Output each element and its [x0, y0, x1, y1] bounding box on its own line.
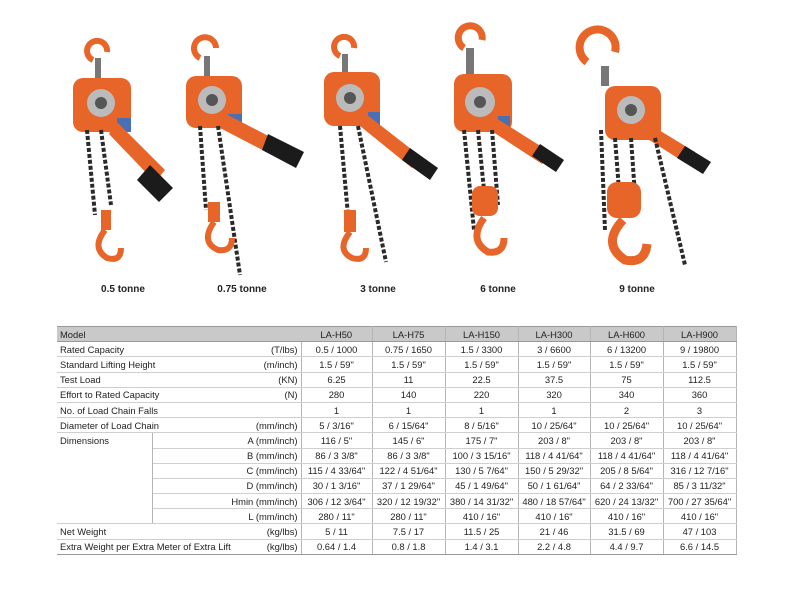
- row-unit: (N): [152, 387, 301, 402]
- row-value: 47 / 103: [663, 524, 736, 539]
- table-row: [57, 539, 736, 554]
- row-value: 1.5 / 59": [663, 357, 736, 372]
- row-value: 112.5: [663, 372, 736, 387]
- row-label: Net Weight: [57, 524, 152, 539]
- row-unit: C (mm/inch): [152, 463, 301, 478]
- row-value: 6 / 15/64": [372, 418, 445, 433]
- row-unit: Hmin (mm/inch): [152, 494, 301, 509]
- row-value: 203 / 8": [663, 433, 736, 448]
- row-unit: L (mm/inch): [152, 509, 301, 524]
- row-value: 0.5 / 1000: [301, 342, 372, 357]
- table-row: [57, 448, 736, 463]
- row-value: 175 / 7": [445, 433, 518, 448]
- table-row: [57, 372, 736, 387]
- row-value: 7.5 / 17: [372, 524, 445, 539]
- row-value: 0.75 / 1650: [372, 342, 445, 357]
- row-value: 1.5 / 59": [445, 357, 518, 372]
- header-model: LA-H50: [301, 327, 372, 342]
- row-unit: B (mm/inch): [152, 448, 301, 463]
- row-value: 0.8 / 1.8: [372, 539, 445, 554]
- row-label: No. of Load Chain Falls: [57, 402, 152, 417]
- row-value: 85 / 3 11/32": [663, 478, 736, 493]
- row-value: 280 / 11": [372, 509, 445, 524]
- lever-hoist-6t-image: [440, 30, 580, 280]
- row-value: 1.4 / 3.1: [445, 539, 518, 554]
- table-row: [57, 524, 736, 539]
- row-value: 1: [518, 402, 590, 417]
- row-label: Standard Lifting Height: [57, 357, 152, 372]
- row-value: 11: [372, 372, 445, 387]
- header-label: Model: [57, 327, 301, 342]
- table-row: [57, 357, 736, 372]
- product-caption: 6 tonne: [480, 284, 516, 295]
- product-caption: 0.75 tonne: [217, 284, 267, 295]
- row-value: 1.5 / 59": [590, 357, 663, 372]
- row-value: 100 / 3 15/16": [445, 448, 518, 463]
- row-value: 3 / 6600: [518, 342, 590, 357]
- row-value: 4.4 / 9.7: [590, 539, 663, 554]
- row-value: 118 / 4 41/64": [518, 448, 590, 463]
- row-value: 1.5 / 59": [372, 357, 445, 372]
- lever-hoist-0.5t-image: [55, 30, 195, 280]
- lever-hoist-9t-image: [575, 30, 715, 280]
- row-value: 50 / 1 61/64": [518, 478, 590, 493]
- table-row: [57, 478, 736, 493]
- row-value: 700 / 27 35/64": [663, 494, 736, 509]
- row-value: 37.5: [518, 372, 590, 387]
- product-caption: 3 tonne: [360, 284, 396, 295]
- row-value: 37 / 1 29/64": [372, 478, 445, 493]
- row-value: 6.25: [301, 372, 372, 387]
- product-caption: 0.5 tonne: [101, 284, 145, 295]
- row-value: 280 / 11": [301, 509, 372, 524]
- row-value: 410 / 16": [445, 509, 518, 524]
- row-value: 0.64 / 1.4: [301, 539, 372, 554]
- row-unit: (m/inch): [152, 357, 301, 372]
- row-value: 11.5 / 25: [445, 524, 518, 539]
- row-value: 203 / 8": [518, 433, 590, 448]
- row-value: 220: [445, 387, 518, 402]
- dimensions-label: Dimensions: [57, 433, 152, 524]
- row-value: 10 / 25/64": [590, 418, 663, 433]
- row-value: 410 / 16": [590, 509, 663, 524]
- table-row: [57, 387, 736, 402]
- row-value: 64 / 2 33/64": [590, 478, 663, 493]
- row-value: 280: [301, 387, 372, 402]
- row-value: 116 / 5": [301, 433, 372, 448]
- row-value: 118 / 4 41/64": [663, 448, 736, 463]
- row-value: 3: [663, 402, 736, 417]
- row-value: 75: [590, 372, 663, 387]
- row-value: 6.6 / 14.5: [663, 539, 736, 554]
- header-model: LA-H300: [518, 327, 590, 342]
- table-row: [57, 433, 736, 448]
- row-value: 5 / 3/16": [301, 418, 372, 433]
- row-value: 340: [590, 387, 663, 402]
- row-value: 410 / 16": [663, 509, 736, 524]
- header-model: LA-H150: [445, 327, 518, 342]
- table-row: [57, 509, 736, 524]
- row-value: 45 / 1 49/64": [445, 478, 518, 493]
- row-value: 320: [518, 387, 590, 402]
- row-value: 21 / 46: [518, 524, 590, 539]
- row-value: 1.5 / 59": [301, 357, 372, 372]
- row-value: 320 / 12 19/32": [372, 494, 445, 509]
- header-model: LA-H75: [372, 327, 445, 342]
- row-unit: A (mm/inch): [152, 433, 301, 448]
- row-value: 5 / 11: [301, 524, 372, 539]
- row-value: 31.5 / 69: [590, 524, 663, 539]
- row-value: 203 / 8": [590, 433, 663, 448]
- header-model: LA-H600: [590, 327, 663, 342]
- row-value: 122 / 4 51/64": [372, 463, 445, 478]
- row-value: 2.2 / 4.8: [518, 539, 590, 554]
- row-unit: (kg/lbs): [152, 539, 301, 554]
- row-unit: (mm/inch): [152, 418, 301, 433]
- row-unit: (kg/lbs): [152, 524, 301, 539]
- specification-table: [57, 326, 737, 555]
- row-label: Rated Capacity: [57, 342, 152, 357]
- row-value: 1: [301, 402, 372, 417]
- row-value: 360: [663, 387, 736, 402]
- row-value: 380 / 14 31/32": [445, 494, 518, 509]
- row-value: 6 / 13200: [590, 342, 663, 357]
- row-value: 8 / 5/16": [445, 418, 518, 433]
- row-value: 1: [445, 402, 518, 417]
- row-value: 480 / 18 57/64": [518, 494, 590, 509]
- row-value: 2: [590, 402, 663, 417]
- row-value: 140: [372, 387, 445, 402]
- row-value: 10 / 25/64": [663, 418, 736, 433]
- row-value: 1.5 / 59": [518, 357, 590, 372]
- row-label: Extra Weight per Extra Meter of Extra Lift: [57, 539, 152, 554]
- row-value: 86 / 3 3/8": [301, 448, 372, 463]
- row-value: 10 / 25/64": [518, 418, 590, 433]
- row-value: 9 / 19800: [663, 342, 736, 357]
- row-value: 150 / 5 29/32": [518, 463, 590, 478]
- table-row: [57, 463, 736, 478]
- row-value: 115 / 4 33/64": [301, 463, 372, 478]
- row-unit: [152, 402, 301, 417]
- row-value: 316 / 12 7/16": [663, 463, 736, 478]
- row-value: 145 / 6": [372, 433, 445, 448]
- row-value: 130 / 5 7/64": [445, 463, 518, 478]
- row-value: 86 / 3 3/8": [372, 448, 445, 463]
- specification-table-body: [57, 327, 736, 555]
- table-row: [57, 494, 736, 509]
- row-value: 30 / 1 3/16": [301, 478, 372, 493]
- lever-hoist-3t-image: [310, 30, 450, 280]
- row-value: 205 / 8 5/64": [590, 463, 663, 478]
- row-value: 22.5: [445, 372, 518, 387]
- row-value: 410 / 16": [518, 509, 590, 524]
- row-unit: (KN): [152, 372, 301, 387]
- table-row: [57, 342, 736, 357]
- row-label: Diameter of Load Chain: [57, 418, 152, 433]
- lever-hoist-0.75t-image: [180, 30, 320, 280]
- row-unit: (T/lbs): [152, 342, 301, 357]
- row-value: 118 / 4 41/64": [590, 448, 663, 463]
- row-value: 1.5 / 3300: [445, 342, 518, 357]
- row-label: Test Load: [57, 372, 152, 387]
- row-label: Effort to Rated Capacity: [57, 387, 152, 402]
- row-value: 620 / 24 13/32": [590, 494, 663, 509]
- product-caption: 9 tonne: [619, 284, 655, 295]
- table-header-row: [57, 327, 736, 342]
- row-value: 306 / 12 3/64": [301, 494, 372, 509]
- table-row: [57, 402, 736, 417]
- table-row: [57, 418, 736, 433]
- row-value: 1: [372, 402, 445, 417]
- header-model: LA-H900: [663, 327, 736, 342]
- row-unit: D (mm/inch): [152, 478, 301, 493]
